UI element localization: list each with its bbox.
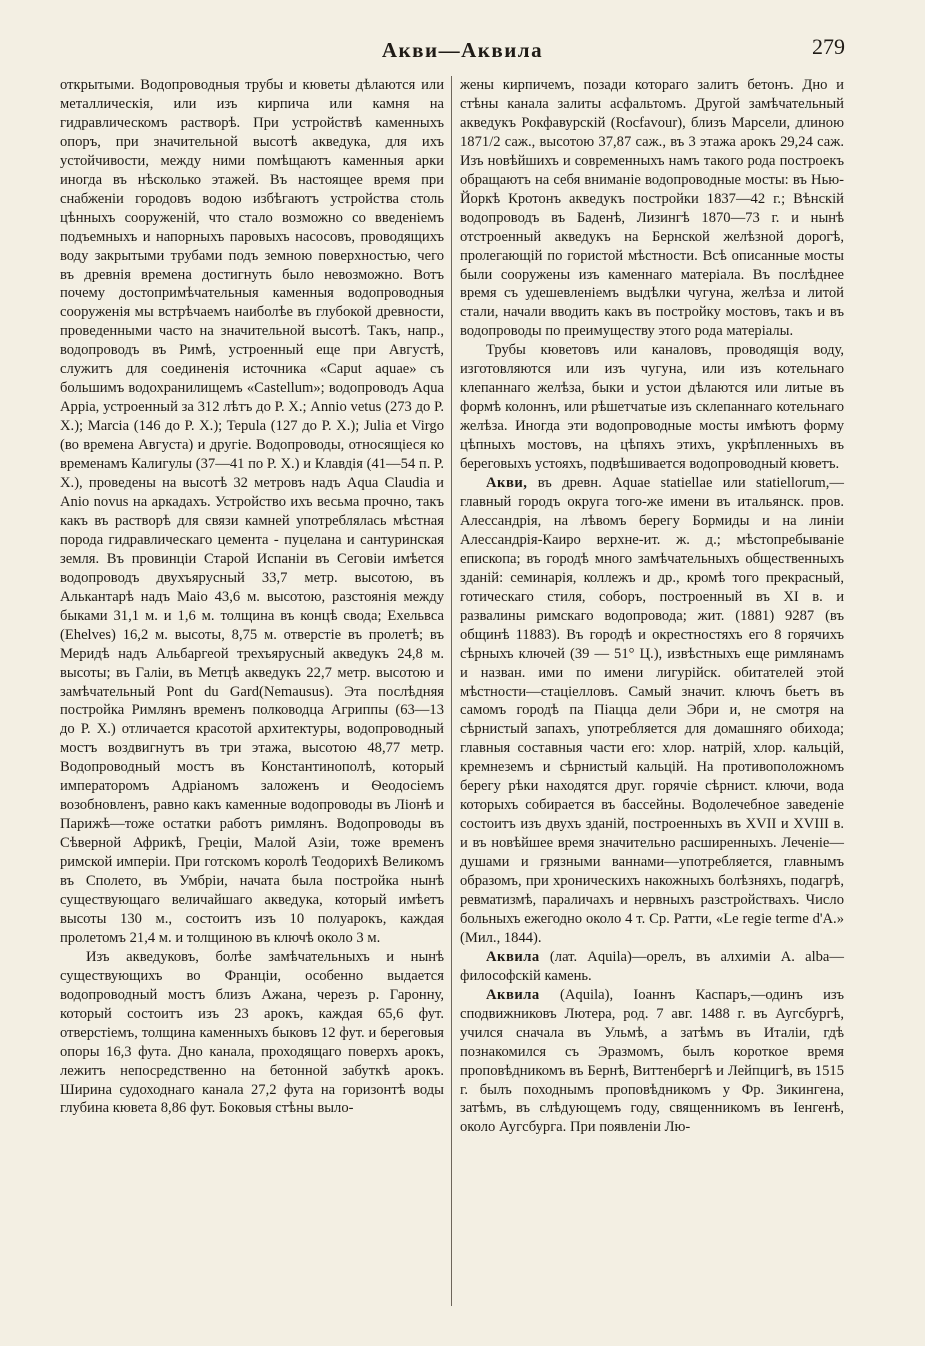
right-column [460, 76, 844, 1137]
entry-text: въ древн. Aquae statiellae или statiellorum,—главный городъ округа того-же имени въ итальянск. пров. Алессандрія, на лѣвомъ берегу Бормиды и на линіи Алессандрія-Каиро верхне-ит. ж. д.; мѣстопребываніе епископа; въ городѣ много замѣчательныхъ общественныхъ зданій: семинарія, коллежъ и др., кромѣ того прекрасный, готическаго стиля, соборъ, построенный въ XI в. и развалины римскаго водопровода; жит. (1881) 9287 (въ общинѣ 11883). Въ городѣ и окрестностяхъ его 8 горячихъ сѣрныхъ ключей (39 — 51° Ц.), извѣстныхъ еще римлянамъ и назван. ими по имени лигурійск. обитателей этой мѣстности—стаціелловъ. Самый значит. ключъ бьетъ въ самомъ городѣ па Піацца дели Эбри и, не смотря на сѣрнистый запахъ, употребляется для домашняго обихода; главныя составныя части его: хлор. натрій, хлор. кальцій, кремнеземъ и сѣрнистый кальцій. На противоположномъ берегу рѣки находятся друг. горячіе сѣрнист. ключи, вода которыхъ собирается въ бассейны. Водолечебное заведеніе состоитъ изъ двухъ зданій, построенныхъ въ XVII и XVIII в. и въ новѣйшее время значительно расширенныхъ. Леченіе—душами и грязными ваннами—употребляется, главнымъ образомъ, при хроническихъ накожныхъ болѣзняхъ, подагрѣ, ревматизмѣ, параличахъ и нервныхъ разстройствахъ. Число больныхъ ежегодно около 4 т. Ср. Ратти, «Le regie terme d'A.» (Мил., 1844). [460, 475, 845, 946]
left-column [60, 76, 444, 1118]
page-header [0, 28, 925, 68]
paragraph: жены кирпичемъ, позади котораго залитъ бетонъ. Дно и стѣны канала залиты асфальтомъ. Другой замѣчательный акведукъ Рокфавурскій (Roсfavour), близъ Марсели, длиною 1871/2 саж., высотою 37,87 саж., въ 3 этажа арокъ 29,24 саж. Изъ новѣйшихъ и современныхъ намъ такого рода построекъ обращаютъ на себя вниманіе водопроводные мосты: въ Нью-Йоркѣ Кротонъ акведукъ постройки 1837—42 г.; Вѣнскій водопроводъ въ Баденѣ, Лизингѣ 1870—73 г. и нынѣ отстроенный акведукъ на Бернской желѣзной дорогѣ, пролегающій по гористой мѣстности. Всѣ описанные мосты были сооружены изъ каменнаго матеріала. Въ послѣднее время съ удешевленіемъ выдѣлки чугуна, желѣза и литой стали, начали вводить какъ въ постройку мостовъ, такъ и въ водопроводы по преимуществу этого рода матеріалы. [460, 77, 844, 340]
headword: Аквила [486, 986, 540, 1003]
entry-akvila-eagle [460, 948, 844, 986]
entry-text: (лат. Aquila)—орелъ, въ алхиміи A. alba—философскій камень. [460, 948, 844, 984]
paragraph: открытыми. Водопроводныя трубы и кюветы дѣлаются или металлическія, или изъ кирпича или камня на гидравлическомъ растворѣ. При устройствѣ каменныхъ опоръ, при значительной высотѣ акведука, для ихъ устойчивости, между ними помѣщаютъ каменныя арки иногда въ нѣсколько этажей. Въ настоящее время при снабженіи городовъ водою избѣгаютъ устройства столь цѣнныхъ сооруженій, что стало возможно со введеніемъ подъемныхъ и напорныхъ паровыхъ насосовъ, проводящихъ воду закрытыми трубами подъ земною поверхностью, чего въ древнія времена достигнуть было невозможно. Вотъ почему достопримѣчательныя каменныя водопроводныя сооруженія мы встрѣчаемъ наиболѣе въ глубокой древности, проведенными часто на значительной высотѣ. Такъ, напр., водопроводъ въ Римѣ, устроенный еще при Августѣ, служитъ для соединенія источника «Caput aquae» съ большимъ водохранилищемъ «Castellum»; водопроводъ Aqua Appia, устроенный за 312 лѣтъ до Р. Х.; Annio vetus (273 до Р. Х.); Marcia (146 до Р. Х.); Tepula (127 до Р. Х.); Julia et Virgo (во времена Августа) и другіе. Водопроводы, относящіеся ко временамъ Калигулы (37—41 по Р. Х.) и Клавдія (41—54 п. Р. Х.), проведены на высотѣ 32 метровъ надъ Aqua Claudia и Anio novus на аркадахъ. Устройство ихъ весьма прочно, такъ какъ въ растворѣ для связи камней употреблялась мѣстная порода гидравлическаго цемента - пуцелана и сантуринская земля. Въ провинціи Старой Испаніи въ Сеговіи имѣется водопроводъ двухъярусный 33,7 метр. высотою, въ Алькантарѣ надъ Maio 43,6 м. высотою, разстоянія между быками 31,1 м. и 1,6 м. толщина въ концѣ свода; Exельвса (Ehelves) 16,2 м. высоты, 8,75 м. отверстіе въ пролетѣ; въ Меридѣ надъ Альбаргеой трехъярусный акведукъ 24,8 м. высоты; въ Галіи, въ Метцѣ акведукъ 22,7 метр. высотою и замѣчательный Pont du Gard(Nemausus). Эта послѣдняя постройка Римлянъ временъ полководца Агриппы (63—13 до Р. Х.) отличается красотой архитектуры, водопроводный мостъ воздвигнутъ въ три этажа, высотою 48,77 метр. Водопроводный мостъ въ Константинополѣ, который императоромъ Адріаномъ заложенъ и Ѳеодосіемъ возобновленъ, равно какъ каменные водопроводы въ Ліонѣ и Парижѣ—тоже остатки работъ римлянъ. Водопроводы въ Сѣверной Африкѣ, Греціи, Малой Азіи, тоже временъ римской имперіи. При готскомъ королѣ Теодорихѣ Великомъ въ Сполето, въ Умбріи, начата была постройка нынѣ существующаго величайшаго акведука, который имѣетъ высоты 130 м., состоитъ изъ 10 полуарокъ, каждая пролетомъ 21,4 м. и толщиною въ ключѣ около 3 м. [60, 77, 444, 946]
headword: Акви, [486, 475, 528, 492]
paragraph: Трубы кюветовъ или каналовъ, проводящія воду, изготовляются или изъ чугуна, или изъ котельнаго клепаннаго желѣза, быки и устои дѣлаются или литые въ формѣ колоннъ, или рѣшетчатые изъ склепаннаго котельнаго желѣза. Иногда эти водопроводные мосты имѣютъ форму цѣпныхъ мостовъ, на цѣпяхъ этихъ, укрѣпленныхъ въ береговыхъ устояхъ, подвѣшивается водопроводный кюветъ. [460, 342, 844, 473]
column-divider [451, 76, 452, 1306]
running-head: Акви—Аквила [381, 38, 544, 62]
entry-text: (Aquila), Іоаннъ Каспаръ,—одинъ изъ сподвижниковъ Лютера, род. 7 авг. 1488 г. въ Аугсбургѣ, учился сначала въ Ульмѣ, а затѣмъ въ Италіи, гдѣ познакомился съ Эразмомъ, былъ короткое время проповѣдникомъ въ Бернѣ, Виттенбергѣ и Лейпцигѣ, въ 1515 г. былъ походнымъ проповѣдникомъ у Фр. Зикингена, затѣмъ, въ слѣдующемъ году, священникомъ въ Іенгенѣ, около Аугсбурга. При появленіи Лю- [460, 986, 844, 1136]
entry-akvi [460, 474, 844, 948]
page-number: 279 [812, 34, 845, 59]
paragraph: Изъ акведуковъ, болѣе замѣчательныхъ и нынѣ существующихъ во Франціи, особенно выдается водопроводный мостъ близъ Ажана, черезъ р. Гаронну, который состоитъ изъ 23 арокъ, каждая 65,6 фут. отверстіемъ, толщина каменныхъ быковъ 12 фут. и береговыя опоры 16,3 фута. Дно канала, проходящаго поверхъ арокъ, лежитъ непосредственно на бетонной забуткѣ арокъ. Ширина судоходнаго канала 27,2 фута на горизонтѣ воды глубина кювета 8,86 фут. Боковыя стѣны выло- [60, 948, 444, 1117]
headword: Аквила [486, 948, 540, 965]
entry-akvila-person [460, 986, 844, 1138]
